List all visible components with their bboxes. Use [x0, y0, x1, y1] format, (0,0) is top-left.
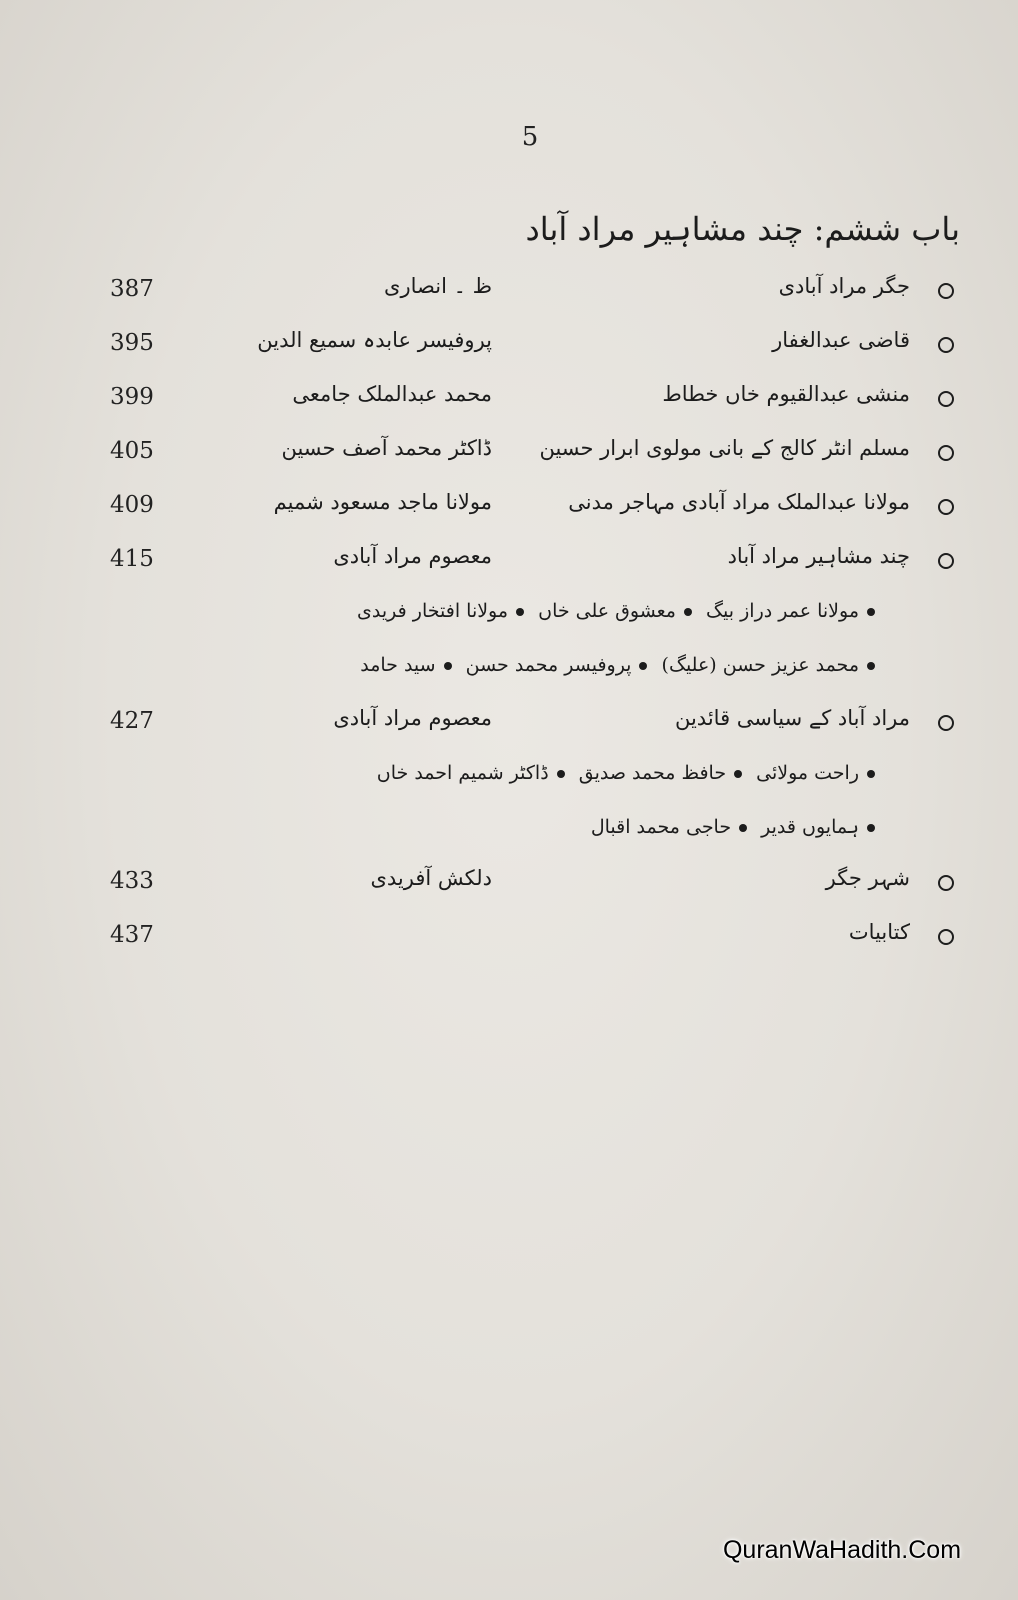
sub-list-item: راحت مولائی [756, 762, 859, 784]
watermark: QuranWaHadith.Com [722, 1536, 962, 1564]
sub-list [0, 594, 1018, 638]
sub-list-item: مولانا افتخار فریدی [357, 600, 509, 622]
entry-author: ڈاکٹر محمد آصف حسین [281, 436, 492, 460]
entry-title: قاضی عبدالغفار [772, 328, 910, 352]
entry-page: 399 [110, 384, 154, 410]
entry-title: چند مشاہیر مراد آباد [727, 544, 910, 568]
toc-entry [0, 324, 1018, 368]
entry-author: معصوم مراد آبادی [333, 706, 492, 730]
dot-bullet-icon [639, 662, 647, 670]
entry-page: 387 [110, 276, 154, 302]
circle-bullet-icon [938, 929, 954, 945]
sub-list-item: حاجی محمد اقبال [590, 816, 732, 838]
sub-list-line [377, 762, 883, 784]
entry-title: مراد آباد کے سیاسی قائدین [674, 706, 910, 730]
toc-entry [0, 916, 1018, 960]
entry-title: منشی عبدالقیوم خاں خطاط [662, 382, 910, 406]
entry-title: جگر مراد آبادی [778, 274, 910, 298]
dot-bullet-icon [867, 608, 875, 616]
dot-bullet-icon [516, 608, 524, 616]
entry-page: 433 [110, 868, 154, 894]
entry-title: مولانا عبدالملک مراد آبادی مہاجر مدنی [568, 490, 910, 514]
sub-list-item: معشوق علی خاں [538, 600, 676, 622]
entry-author: معصوم مراد آبادی [333, 544, 492, 568]
sub-list-item: محمد عزیز حسن (علیگ) [661, 654, 859, 676]
dot-bullet-icon [867, 662, 875, 670]
dot-bullet-icon [739, 824, 747, 832]
dot-bullet-icon [734, 770, 742, 778]
circle-bullet-icon [938, 499, 954, 515]
circle-bullet-icon [938, 445, 954, 461]
entry-author: محمد عبدالملک جامعی [292, 382, 492, 406]
toc-entry [0, 702, 1018, 746]
entry-author: ظ ۔ انصاری [384, 274, 492, 298]
dot-bullet-icon [444, 662, 452, 670]
entry-author: پروفیسر عابدہ سمیع الدین [257, 328, 492, 352]
sub-list-line [357, 600, 883, 622]
entry-page: 437 [110, 922, 154, 948]
sub-list-line [360, 654, 883, 676]
sub-list-item: پروفیسر محمد حسن [465, 654, 632, 676]
sub-list-item: ہمایوں قدیر [761, 816, 859, 838]
circle-bullet-icon [938, 875, 954, 891]
toc-entry [0, 862, 1018, 906]
sub-list [0, 756, 1018, 800]
dot-bullet-icon [867, 770, 875, 778]
entry-page: 415 [110, 546, 154, 572]
sub-list-item: مولانا عمر دراز بیگ [706, 600, 859, 622]
entry-title: شہر جگر [825, 866, 910, 890]
entry-author: مولانا ماجد مسعود شمیم [273, 490, 492, 514]
page-number: 5 [521, 122, 539, 152]
circle-bullet-icon [938, 553, 954, 569]
chapter-title: باب ششم: چند مشاہیر مراد آباد [525, 210, 960, 248]
sub-list [0, 810, 1018, 854]
entry-page: 427 [110, 708, 154, 734]
dot-bullet-icon [684, 608, 692, 616]
sub-list-item: سید حامد [360, 654, 436, 676]
entry-title: مسلم انٹر کالج کے بانی مولوی ابرار حسین [539, 436, 910, 460]
circle-bullet-icon [938, 337, 954, 353]
sub-list-item: حافظ محمد صدیق [578, 762, 727, 784]
toc-entry [0, 486, 1018, 530]
entry-title: کتابیات [848, 920, 910, 944]
circle-bullet-icon [938, 715, 954, 731]
toc-entry [0, 540, 1018, 584]
toc-entry [0, 432, 1018, 476]
circle-bullet-icon [938, 391, 954, 407]
sub-list-line [591, 816, 883, 838]
dot-bullet-icon [867, 824, 875, 832]
entry-page: 395 [110, 330, 154, 356]
entry-page: 409 [110, 492, 154, 518]
sub-list [0, 648, 1018, 692]
sub-list-item: ڈاکٹر شمیم احمد خاں [376, 762, 549, 784]
entry-author: دلکش آفریدی [370, 866, 492, 890]
dot-bullet-icon [557, 770, 565, 778]
toc-entry [0, 270, 1018, 314]
entry-page: 405 [110, 438, 154, 464]
circle-bullet-icon [938, 283, 954, 299]
toc-entry [0, 378, 1018, 422]
